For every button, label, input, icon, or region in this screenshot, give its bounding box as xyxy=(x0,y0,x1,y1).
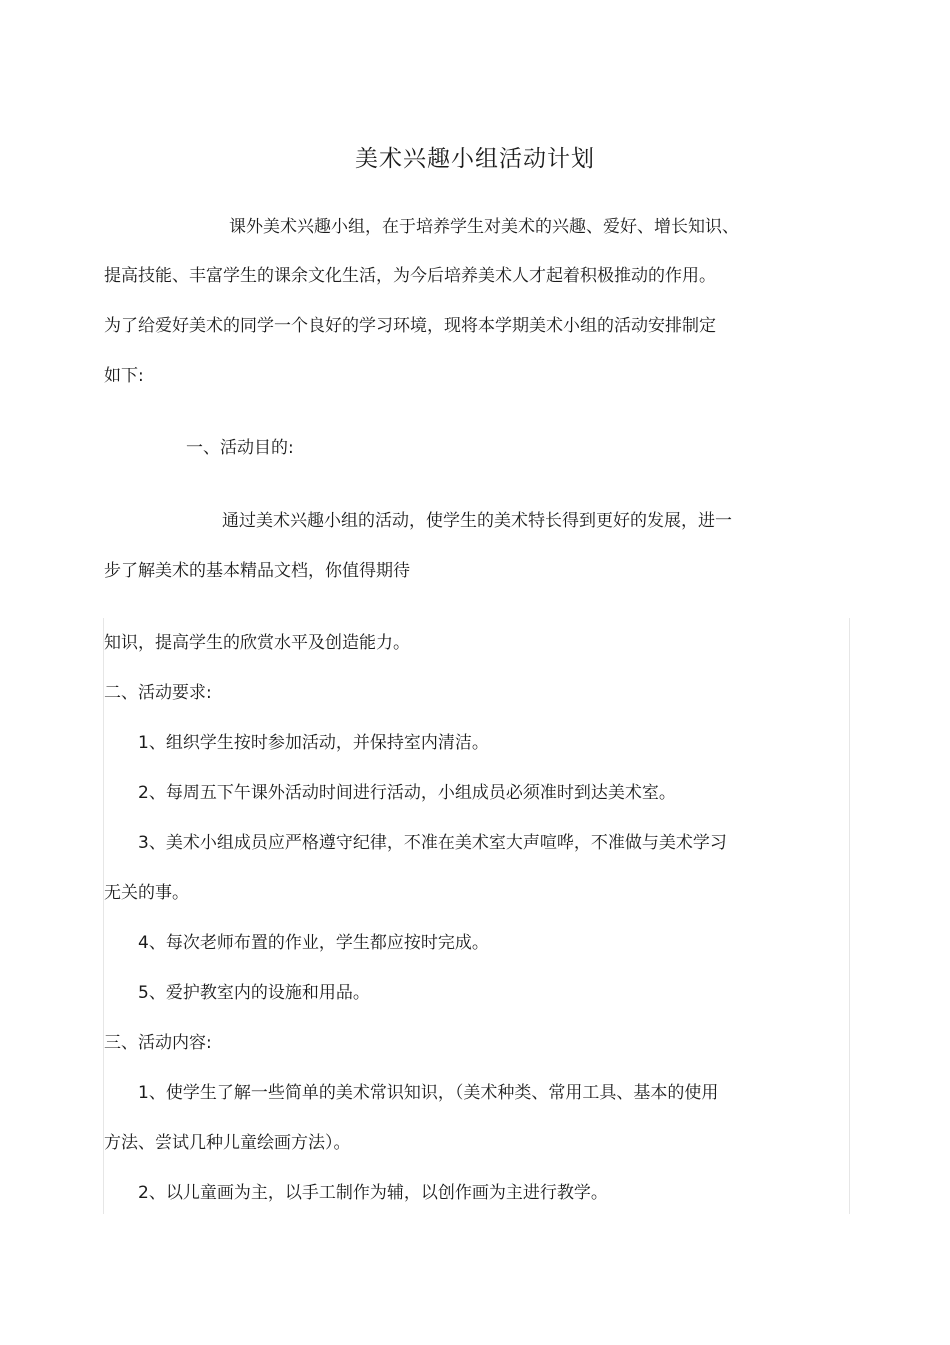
intro-line: 课外美术兴趣小组，在于培养学生对美术的兴趣、爱好、增长知识、 xyxy=(229,217,739,237)
list-item-continuation: 方法、尝试几种儿童绘画方法）。 xyxy=(104,1133,351,1153)
section-heading-purpose: 一、活动目的: xyxy=(186,438,294,458)
intro-line: 为了给爱好美术的同学一个良好的学习环境，现将本学期美术小组的活动安排制定 xyxy=(104,316,716,336)
page-frame xyxy=(103,618,850,1214)
list-item: 1、组织学生按时参加活动，并保持室内清洁。 xyxy=(138,733,489,753)
document-title: 美术兴趣小组活动计划 xyxy=(355,146,595,172)
intro-line: 如下: xyxy=(104,366,144,386)
list-item: 4、每次老师布置的作业，学生都应按时完成。 xyxy=(138,933,489,953)
list-item: 5、爱护教室内的设施和用品。 xyxy=(138,983,370,1003)
paragraph-line: 知识，提高学生的欣赏水平及创造能力。 xyxy=(104,633,410,653)
list-item-continuation: 无关的事。 xyxy=(104,883,189,903)
list-item: 2、以儿童画为主，以手工制作为辅，以创作画为主进行教学。 xyxy=(138,1183,608,1203)
intro-line: 提高技能、丰富学生的课余文化生活，为今后培养美术人才起着积极推动的作用。 xyxy=(104,266,716,286)
section-heading-requirements: 二、活动要求: xyxy=(104,683,212,703)
list-item: 1、使学生了解一些简单的美术常识知识，（美术种类、常用工具、基本的使用 xyxy=(138,1083,719,1103)
paragraph-line: 通过美术兴趣小组的活动，使学生的美术特长得到更好的发展，进一 xyxy=(222,511,732,531)
paragraph-line: 步了解美术的基本精品文档，你值得期待 xyxy=(104,561,410,581)
list-item: 2、每周五下午课外活动时间进行活动，小组成员必须准时到达美术室。 xyxy=(138,783,676,803)
list-item: 3、美术小组成员应严格遵守纪律，不准在美术室大声喧哗，不准做与美术学习 xyxy=(138,833,727,853)
section-heading-content: 三、活动内容: xyxy=(104,1033,212,1053)
